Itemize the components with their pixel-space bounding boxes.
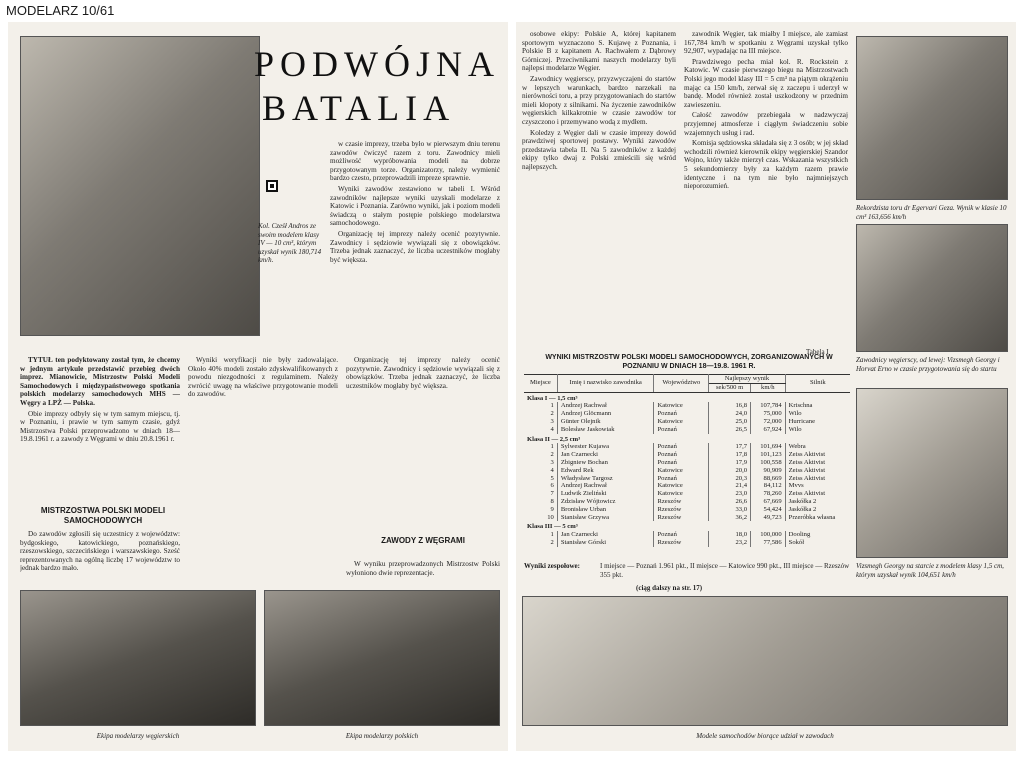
table-row xyxy=(524,514,850,522)
lead-paragraph: TYTUŁ ten podyktowany został tym, że chcemy w jednym artykule przedstawić przebieg dwóch imprez. Mianowicie, Mistrzostw Polski Modeli Samochodowych i międzypaństwowego spotkania polskich modelarzy samochodowych MHS — Węgry a LPŻ — Polska. xyxy=(20,356,180,407)
caption-model-cars: Modele samochodów biorące udział w zawodach xyxy=(696,732,834,740)
table-cell: Jaskółka 2 xyxy=(788,505,817,513)
table-cell: 75,000 xyxy=(751,410,786,418)
table-cell: 77,586 xyxy=(751,539,786,547)
table-cell: Rzeszów xyxy=(654,498,709,506)
table-cell: Andrzej Rachwał xyxy=(557,402,654,410)
section-heading-championship: MISTRZOSTWA POLSKI MODELI SAMOCHODOWYCH xyxy=(40,506,166,525)
table-cell: 2 xyxy=(524,539,557,547)
caption-modeler: Kol. Cześł Andros ze swoim modelem klasy IV — 10 cm³, którym uzyskał wynik 180,714 km/h. xyxy=(258,222,322,264)
table-title: WYNIKI MISTRZOSTW POLSKI MODELI SAMOCHODOWYCH, ZORGANIZOWANYCH W POZNANIU W DNIACH 18—19.8. 1961 R. xyxy=(545,354,833,370)
table-cell: 1 xyxy=(524,402,557,410)
table-cell: Bolesław Jaskowiak xyxy=(557,426,654,434)
table-cell: 17,7 xyxy=(709,443,751,451)
photo-start xyxy=(856,388,1008,558)
col-header-engine: Silnik xyxy=(785,375,850,393)
table-cell: 26,6 xyxy=(709,498,751,506)
table-cell: 21,4 xyxy=(709,482,751,490)
table-cell: Poznań xyxy=(654,426,709,434)
table-cell: Günter Olejnik xyxy=(557,418,654,426)
table-row xyxy=(524,426,850,434)
table-row xyxy=(524,498,850,506)
table-cell: 67,924 xyxy=(751,426,786,434)
table-cell: Wilo xyxy=(788,425,802,433)
table-cell: Rzeszów xyxy=(654,506,709,514)
paragraph: Organizację tej imprezy należy ocenić pozytywnie. Zawodnicy i sędziowie wywiązali się z obowiązków. Trzeba jednak zaznaczyć, że liczba uczestników mogłaby być większa. xyxy=(346,356,500,390)
section-heading-hungary: ZAWODY Z WĘGRAMI xyxy=(381,536,465,545)
table-row xyxy=(524,402,850,410)
photo-modeler-with-car xyxy=(20,36,260,336)
paragraph: Wyniki weryfikacji nie były zadowalające. Około 40% modeli zostało zdyskwalifikowanych z powodu niezgodności z regulaminem. Należy zwrócić uwagę na właściwe przygotowanie modeli do zawodów. xyxy=(188,356,338,399)
table-cell: Bronisław Urban xyxy=(557,506,654,514)
column-2-text xyxy=(330,140,500,352)
table-cell: Zeiss Aktivist xyxy=(788,451,826,459)
table-row xyxy=(524,451,850,459)
photo-polish-team xyxy=(264,590,500,726)
table-cell: 101,694 xyxy=(751,443,786,451)
col-header-best: Najlepszy wynik xyxy=(709,375,785,384)
table-cell: Wilo xyxy=(788,410,802,418)
table-cell: 1 xyxy=(524,443,557,451)
table-cell: 6 xyxy=(524,482,557,490)
table-cell: 7 xyxy=(524,490,557,498)
table-cell: Ludwik Zieliński xyxy=(557,490,654,498)
table-row xyxy=(524,475,850,483)
table-cell: 18,0 xyxy=(709,531,751,539)
column-2b-text xyxy=(346,356,500,506)
table-cell: 25,0 xyxy=(709,418,751,426)
table-cell: 49,723 xyxy=(751,514,786,522)
paragraph: Zawodnicy węgierscy, przyzwyczajeni do startów w lepszych warunkach, bardzo narzekali na nierówności toru, a przy przygotowaniach do startów mieli kłopoty z silnikami. Na życzenie zawodników węgierskich kilkakrotnie w czasie zawodów tor czyszczono i przemywano wodą z mydłem. xyxy=(522,74,676,126)
paragraph: Koledzy z Węgier dali w czasie imprezy dowód prawdziwej sportowej postawy. Wyniki zawodów przedstawia tabela II. Na 5 zawodników z każdej ekipy tylko dwaj z Polski zmieścili się wśród najlepszych. xyxy=(522,128,676,171)
table-cell: 72,000 xyxy=(751,418,786,426)
table-cell: 100,000 xyxy=(751,531,786,539)
table-cell: 90,909 xyxy=(751,467,786,475)
table-cell: Krischna xyxy=(788,402,813,410)
photo-hungarian-team xyxy=(20,590,256,726)
table-cell: 78,260 xyxy=(751,490,786,498)
table-cell: Zeiss Aktivist xyxy=(788,466,826,474)
table-class-row xyxy=(524,521,850,531)
table-cell: Zbigniew Bochan xyxy=(557,459,654,467)
table-cell: Andrzej Rachwał xyxy=(557,482,654,490)
column-1-text xyxy=(20,356,180,526)
table-cell: 67,669 xyxy=(751,498,786,506)
table-cell: Jaskółka 2 xyxy=(788,497,817,505)
table-label: Tabela I xyxy=(806,348,829,356)
paragraph: Wyniki zawodów zestawiono w tabeli I. Wśród zawodników najlepsze wyniki uzyskali modelarze z Katowic i Poznania. Zarówno wyniki, jak i poziom modeli świadczą o stałym postępie polskiego modelarstwa samochodowego. xyxy=(330,184,500,228)
table-cell: 10 xyxy=(524,514,557,522)
right-page xyxy=(516,22,1016,751)
caption-hungarian-team: Ekipa modelarzy węgierskich xyxy=(96,732,180,740)
table-class-row xyxy=(524,392,850,402)
article-title-line1: PODWÓJNA xyxy=(254,44,500,84)
table-row xyxy=(524,467,850,475)
table-cell: Zeiss Aktivist xyxy=(788,458,826,466)
table-cell: Poznań xyxy=(654,459,709,467)
table-cell: Poznań xyxy=(654,410,709,418)
table-cell: 5 xyxy=(524,475,557,483)
magazine-header: MODELARZ 10/61 xyxy=(6,3,115,18)
table-row xyxy=(524,459,850,467)
section-marker-icon xyxy=(266,180,278,192)
table-cell: Jan Czarnecki xyxy=(557,531,654,539)
table-row xyxy=(524,539,850,547)
column-2c-text xyxy=(346,560,500,584)
table-cell: Poznań xyxy=(654,475,709,483)
table-cell: 4 xyxy=(524,426,557,434)
photo-hungarian-competitors xyxy=(856,224,1008,352)
caption-start: Vizsmegh Georgy na starcie z modelem klasy 1,5 cm, którym uzyskał wynik 104,651 km/h xyxy=(856,562,1004,579)
table-cell: Edward Rek xyxy=(557,467,654,475)
paragraph: Do zawodów zgłosili się uczestnicy z województw: bydgoskiego, katowickiego, poznańskiego, rzeszowskiego, szczecińskiego i warszawskiego. Sześć reprezentowanych na ogólną liczbę 17 województw to jednak bardzo mało. xyxy=(20,530,180,573)
column-4-text xyxy=(684,30,848,346)
table-cell: Zeiss Aktivist xyxy=(788,474,826,482)
team-results: I miejsce — Poznań 1.961 pkt., II miejsce — Katowice 990 pkt., III miejsce — Rzeszów 355 pkt. xyxy=(600,562,850,579)
table-cell: Katowice xyxy=(654,490,709,498)
table-cell: 100,558 xyxy=(751,459,786,467)
table-cell: Rzeszów xyxy=(654,539,709,547)
table-cell: Sokół xyxy=(788,538,805,546)
table-row xyxy=(524,482,850,490)
table-cell: 17,9 xyxy=(709,459,751,467)
caption-polish-team: Ekipa modelarzy polskich xyxy=(345,732,419,740)
table-cell: Władysław Targosz xyxy=(557,475,654,483)
table-cell: 9 xyxy=(524,506,557,514)
paragraph: Całość zawodów przebiegała w nadzwyczaj przyjemnej atmosferze i ciągłym świadczeniu sobie wzajemnych usług i rad. xyxy=(684,111,848,137)
results-table xyxy=(524,374,850,547)
col-header-sek: sek/500 m xyxy=(709,383,751,392)
table-cell: 4 xyxy=(524,467,557,475)
table-cell: Rzeszów xyxy=(654,514,709,522)
paragraph: Organizację tej imprezy należy ocenić pozytywnie. Zawodnicy i sędziowie wywiązali się z obowiązków. Trzeba jednak zaznaczyć, że liczba uczestników mogłaby być większa. xyxy=(330,229,500,264)
paragraph: zawodnik Węgier, tak miałby I miejsce, ale zamiast 167,784 km/h w spotkaniu z Węgrami uzyskał tylko 92,907, wypadając na III miejsce. xyxy=(684,30,848,56)
table-cell: Dooling xyxy=(788,531,811,539)
table-cell: 101,123 xyxy=(751,451,786,459)
class-label: Klasa I — 1,5 cm³ xyxy=(527,394,578,402)
table-row xyxy=(524,410,850,418)
table-cell: 16,8 xyxy=(709,402,751,410)
class-label: Klasa II — 2,5 cm³ xyxy=(527,435,581,443)
table-cell: Poznań xyxy=(654,531,709,539)
table-cell: 88,669 xyxy=(751,475,786,483)
col-header-kmh: km/h xyxy=(751,383,786,392)
col-header-name: Imię i nazwisko zawodnika xyxy=(557,375,654,393)
table-row xyxy=(524,443,850,451)
table-row xyxy=(524,531,850,539)
table-cell: Poznań xyxy=(654,443,709,451)
paragraph: osobowe ekipy: Polskie A, której kapitanem sportowym wyznaczono S. Kujawę z Poznania, i Polskie B z kapitanem A. Rachwałem z Dąbrowy Górniczej. Przeciwnikami naszych modelarzy byli najlepsi modelarze Węgier. xyxy=(522,30,676,73)
left-page xyxy=(8,22,508,751)
table-cell: 1 xyxy=(524,531,557,539)
table-cell: Mvvs xyxy=(788,482,804,490)
table-cell: Sylwester Kujawa xyxy=(557,443,654,451)
paragraph: Obie imprezy odbyły się w tym samym miejscu, tj. w Poznaniu, i prawie w tym samym czasie, gdyż Mistrzostwa Polski przeprowadzono w dniach 18—19.8.1961 r. a zawody z Węgrami w dniu 20.8.1961 r. xyxy=(20,409,180,444)
table-cell: 3 xyxy=(524,418,557,426)
paragraph: W wyniku przeprowadzonych Mistrzostw Polski wyłoniono dwie reprezentacje. xyxy=(346,560,500,577)
table-row xyxy=(524,490,850,498)
table-cell: 26,5 xyxy=(709,426,751,434)
table-cell: Hurricane xyxy=(788,417,816,425)
table-cell: Andrzej Glöcmann xyxy=(557,410,654,418)
table-cell: 36,2 xyxy=(709,514,751,522)
table-cell: Zdzisław Wójtowicz xyxy=(557,498,654,506)
table-row xyxy=(524,506,850,514)
class-label: Klasa III — 5 cm³ xyxy=(527,523,578,531)
table-cell: Webra xyxy=(788,443,806,451)
article-title-line2: BATALIA xyxy=(262,88,456,128)
table-row xyxy=(524,418,850,426)
table-cell: Katowice xyxy=(654,418,709,426)
table-class-row xyxy=(524,434,850,444)
table-cell: 20,0 xyxy=(709,467,751,475)
paragraph: Komisja sędziowska składała się z 3 osób; w jej skład wchodzili również kierownik ekipy węgierskiej Szandor Wojno, który także mierzył czas. Wskazania wszystkich 5 sekundomierzy były za każdym razem prawie identyczne i na tym nie było najmniejszych nieporozumień. xyxy=(684,139,848,191)
table-cell: 20,3 xyxy=(709,475,751,483)
table-cell: Katowice xyxy=(654,467,709,475)
column-3-text xyxy=(522,30,676,346)
paragraph: w czasie imprezy, trzeba było w pierwszym dniu terenu zawodów ćwiczyć razem z toru. Zawodnicy mieli możliwość wypróbowania modeli na dobrze przygotowanym torze. Organizatorzy, należy wymienić bardzo czesto, przeprowadzili impreze sprawnie. xyxy=(330,140,500,183)
table-cell: 84,112 xyxy=(751,482,786,490)
col-header-place: Miejsce xyxy=(524,375,557,393)
table-cell: Stanisław Górski xyxy=(557,539,654,547)
table-cell: Poznań xyxy=(654,451,709,459)
table-cell: 17,8 xyxy=(709,451,751,459)
paragraph: Prawdziwego pecha miał kol. R. Rockstein z Katowic. W czasie pierwszego biegu na Mistrzostwach Polski jego model klasy III = 5 cm³ na piątym okrążeniu mając ca 150 km/h, zerwał się z zaczepu i uderzył w bandę. Model również został uszkodzony w przednim zawieszeniu. xyxy=(684,57,848,109)
table-cell: 33,0 xyxy=(709,506,751,514)
results-table-body xyxy=(524,392,850,547)
caption-record-holder: Rekordzista toru dr Egervari Geza. Wynik w klasie 10 cm³ 163,656 km/h xyxy=(856,204,1007,221)
table-cell: Katowice xyxy=(654,482,709,490)
table-cell: 3 xyxy=(524,459,557,467)
column-1b-text xyxy=(20,530,180,582)
table-cell: 24,0 xyxy=(709,410,751,418)
table-cell: 23,0 xyxy=(709,490,751,498)
table-cell: 107,784 xyxy=(751,402,786,410)
table-cell: 54,424 xyxy=(751,506,786,514)
photo-record-holder xyxy=(856,36,1008,200)
table-cell: 2 xyxy=(524,451,557,459)
table-cell: Zeiss Aktivist xyxy=(788,490,826,498)
table-cell: Przeróbka własna xyxy=(788,513,836,521)
table-cell: 8 xyxy=(524,498,557,506)
continued-note: (ciąg dalszy na str. 17) xyxy=(636,584,703,592)
col-header-voivodeship: Województwo xyxy=(654,375,709,393)
table-cell: Stanisław Grzywa xyxy=(557,514,654,522)
team-results-label: Wyniki zespołowe: xyxy=(524,562,580,570)
table-cell: 2 xyxy=(524,410,557,418)
table-cell: Jan Czarnecki xyxy=(557,451,654,459)
table-cell: Katowice xyxy=(654,402,709,410)
photo-model-cars xyxy=(522,596,1008,726)
table-cell: 23,2 xyxy=(709,539,751,547)
column-mid-text xyxy=(188,356,338,582)
caption-hungarian-competitors: Zawodnicy węgierscy, od lewej: Vizsmegh Georgy i Horvat Erno w czasie przygotowania się do startu xyxy=(856,356,1000,373)
